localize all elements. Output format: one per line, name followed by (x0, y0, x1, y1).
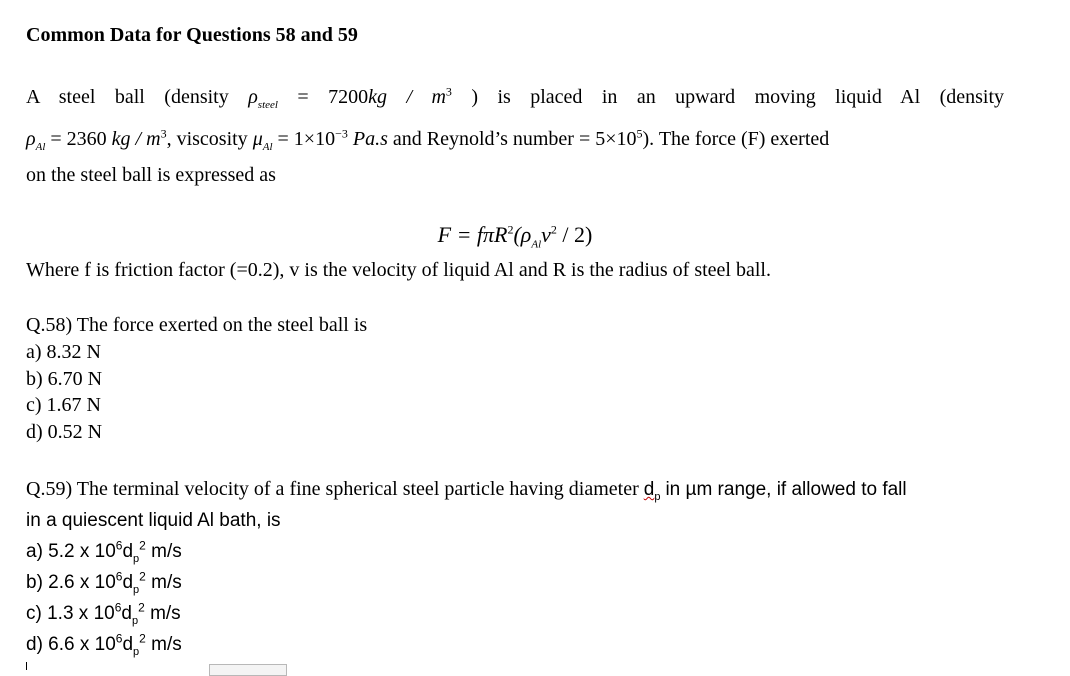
q58-question: Q.58) The force exerted on the steel ball is (26, 314, 368, 336)
intro-prefix: A steel ball (density (26, 86, 229, 108)
q58-option-d: d) 0.52 N (26, 421, 103, 443)
reynolds-value: $5\times 10^5$ (595, 126, 643, 150)
q59-option-a: a) 5.2 x $10^6d_p^2$ m/s (26, 538, 182, 565)
q58-option-c: c) 1.67 N (26, 394, 101, 416)
text-cursor (26, 662, 27, 670)
q59-option-d: d) 6.6 x $10^6d_p^2$ m/s (26, 631, 182, 658)
viscosity-symbol: $\mu_{Al} = 1\times 10^{-3}$ Pa.s (252, 126, 388, 153)
intro-line-2: $\rho_{Al} = 2360$ kg / $m^3$, viscosity $\mu_{Al} = 1\times 10^{-3}$ Pa.s and Reynold’s number = $5\times 10^5$). The force (F) exerted (26, 126, 830, 153)
q58-option-a: a) 8.32 N (26, 341, 101, 363)
q58-option-b: b) 6.70 N (26, 368, 103, 390)
q59-question-line-2: in a quiescent liquid Al bath, is (26, 510, 281, 531)
definition-text: Where f is friction factor (=0.2), v is the velocity of liquid Al and R is the radius of steel ball. (26, 259, 771, 281)
reynolds-text: and Reynold’s number = (392, 128, 591, 150)
q59-option-b: b) 2.6 x $10^6d_p^2$ m/s (26, 569, 182, 596)
force-formula: $F = f\pi R^2(\rho_{Al}v^2 / 2)$ (437, 222, 593, 251)
intro-suffix: ) is placed in an upward moving liquid Al (density (471, 86, 1005, 108)
al-density-symbol: $\rho_{Al} = 2360$ kg / $m^3$ (26, 126, 167, 153)
diameter-symbol: $d_p$ (643, 479, 661, 503)
section-heading: Common Data for Questions 58 and 59 (26, 24, 358, 46)
q59-option-c: c) 1.3 x $10^6d_p^2$ m/s (26, 600, 181, 627)
steel-density-symbol: $\rho_{steel} = 7200kg / m^3$ (248, 84, 452, 111)
intro-line-1 (26, 86, 1004, 109)
partial-ui-box (209, 664, 287, 676)
intro-line-3: on the steel ball is expressed as (26, 164, 276, 186)
q59-question-line-1: Q.59) The terminal velocity of a fine spherical steel particle having diameter $d_p$ in µm range, if allowed to fall (26, 478, 907, 503)
